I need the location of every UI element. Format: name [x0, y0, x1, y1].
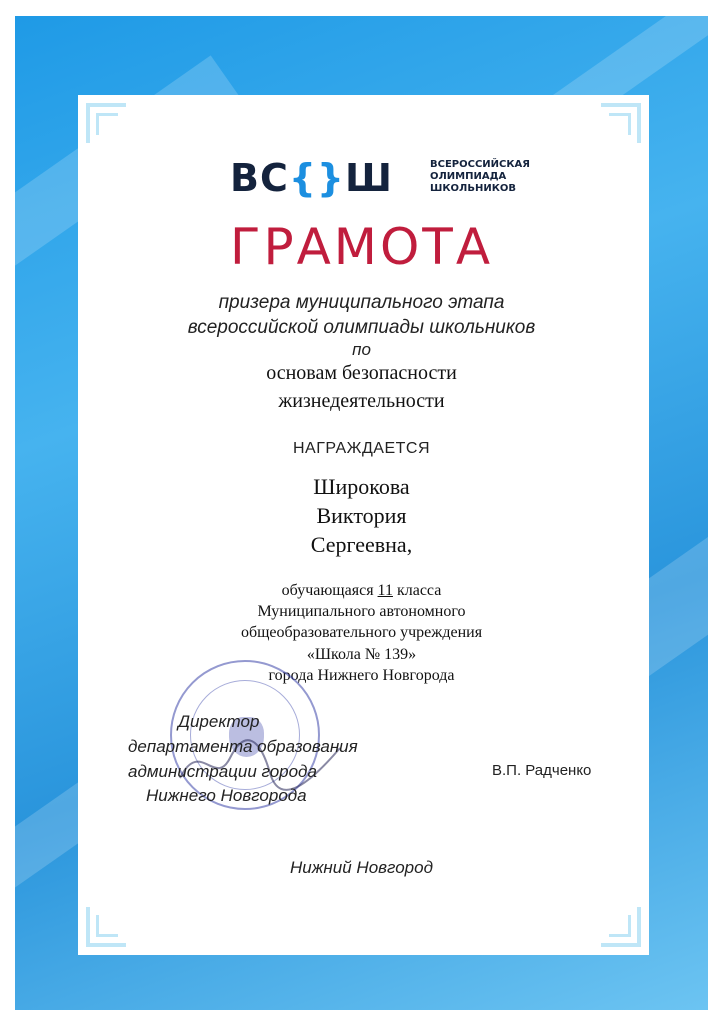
- recipient-last-name: Широкова: [313, 474, 410, 499]
- city-name: Нижний Новгород: [290, 858, 433, 877]
- corner-ornament: [595, 95, 649, 149]
- subtitle-line-1: призера муниципального этапа: [218, 292, 505, 313]
- signatory-line-2: департамента образования: [128, 737, 358, 756]
- recipient-first-name: Виктория: [316, 503, 407, 528]
- corner-ornament: [595, 901, 649, 955]
- signatory-line-3: администрации города: [128, 762, 317, 781]
- school-line-3: общеобразовательного учреждения: [240, 624, 483, 641]
- subject-line-2: жизнедеятельности: [278, 390, 445, 412]
- signatory-line-1: Директор: [178, 712, 260, 731]
- signatory-name: В.П. Радченко: [492, 762, 592, 779]
- logo-wordmark: ВС{}Ш: [230, 156, 393, 200]
- corner-ornament: [78, 901, 132, 955]
- certificate-title: ГРАМОТА: [229, 218, 494, 276]
- vsosh-logo: [230, 158, 550, 198]
- logo-subtitle: ВСЕРОССИЙСКАЯ ОЛИМПИАДА ШКОЛЬНИКОВ: [430, 159, 530, 194]
- subtitle-line-2: всероссийской олимпиады школьников: [187, 317, 536, 338]
- awarded-label: НАГРАЖДАЕТСЯ: [293, 440, 430, 457]
- school-line-5: города Нижнего Новгорода: [268, 667, 455, 684]
- student-grade-line: обучающаяся 11 класса: [281, 582, 442, 599]
- subtitle-line-3: по: [352, 340, 371, 359]
- signatory-line-4: Нижнего Новгорода: [146, 786, 307, 805]
- school-line-4: «Школа № 139»: [306, 646, 417, 663]
- school-line-2: Муниципального автономного: [257, 603, 466, 620]
- corner-ornament: [78, 95, 132, 149]
- subject-line-1: основам безопасности: [266, 362, 457, 384]
- recipient-patronymic: Сергеевна,: [310, 532, 413, 557]
